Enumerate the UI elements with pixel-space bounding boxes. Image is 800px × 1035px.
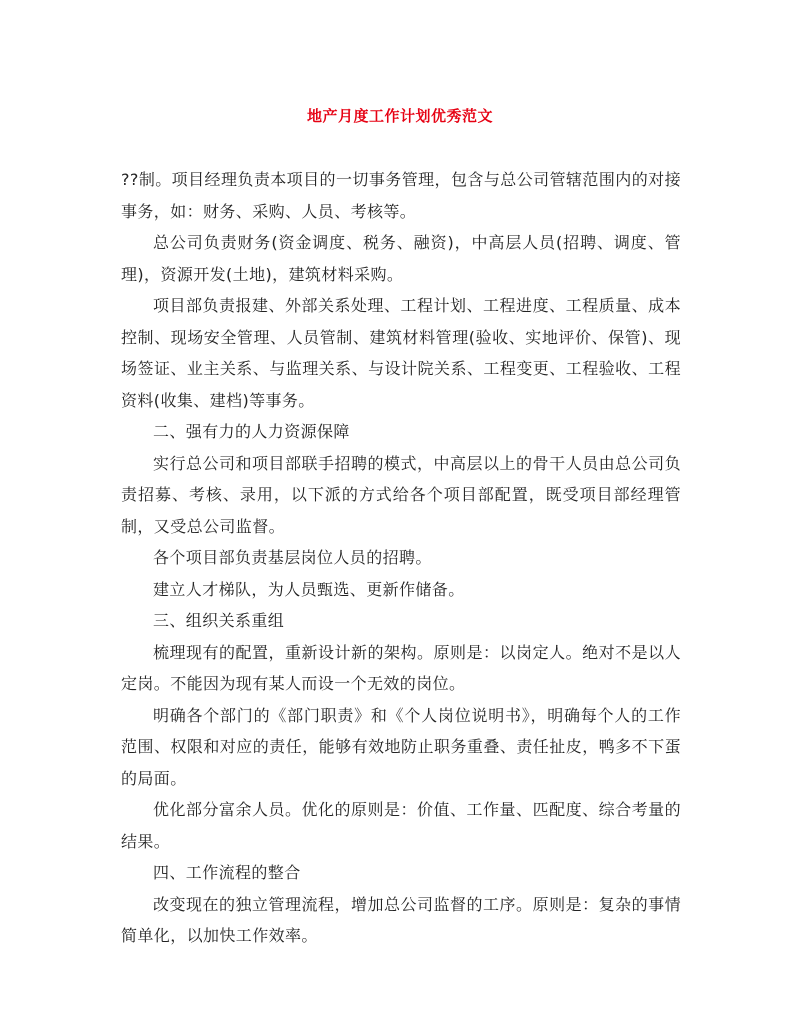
paragraph-joint-recruitment: 实行总公司和项目部联手招聘的模式，中高层以上的骨干人员由总公司负责招募、考核、录用，以下派的方式给各个项目部配置，既受项目部经理管制，又受总公司监督。	[121, 453, 681, 536]
document-title: 地产月度工作计划优秀范文	[306, 107, 493, 125]
paragraph-structure-redesign: 梳理现有的配置，重新设计新的架构。原则是：以岗定人。绝对不是以人定岗。不能因为现有某人而设一个无效的岗位。	[121, 642, 681, 693]
paragraph-process-change: 改变现在的独立管理流程，增加总公司监督的工序。原则是：复杂的事情简单化，以加快工作效率。	[121, 894, 681, 945]
document-body	[121, 164, 681, 952]
section-heading-org-restructure: 三、组织关系重组	[153, 611, 285, 630]
section-heading-hr: 二、强有力的人力资源保障	[153, 422, 350, 441]
paragraph-responsibilities: 明确各个部门的《部门职责》和《个人岗位说明书》，明确每个人的工作范围、权限和对应的责任，能够有效地防止职务重叠、责任扯皮，鸭多不下蛋的局面。	[121, 705, 681, 788]
paragraph-talent-pipeline: 建立人才梯队，为人员甄选、更新作储备。	[153, 579, 465, 599]
paragraph-staff-optimization: 优化部分富余人员。优化的原则是：价值、工作量、匹配度、综合考量的结果。	[121, 800, 681, 851]
paragraph-continuation: ??制。项目经理负责本项目的一切事务管理，包含与总公司管辖范围内的对接事务，如：财务、采购、人员、考核等。	[121, 170, 681, 221]
section-heading-workflow: 四、工作流程的整合	[153, 863, 301, 882]
paragraph-project-duties: 项目部负责报建、外部关系处理、工程计划、工程进度、工程质量、成本控制、现场安全管理、人员管制、建筑材料管理(验收、实地评价、保管)、现场签证、业主关系、与监理关系、与设计院关系、工程变更、工程验收、工程资料(收集、建档)等事务。	[121, 296, 681, 410]
paragraph-headquarters-duties: 总公司负责财务(资金调度、税务、融资)，中高层人员(招聘、调度、管理)，资源开发(土地)，建筑材料采购。	[121, 233, 681, 284]
paragraph-grassroots-recruitment: 各个项目部负责基层岗位人员的招聘。	[153, 548, 432, 567]
